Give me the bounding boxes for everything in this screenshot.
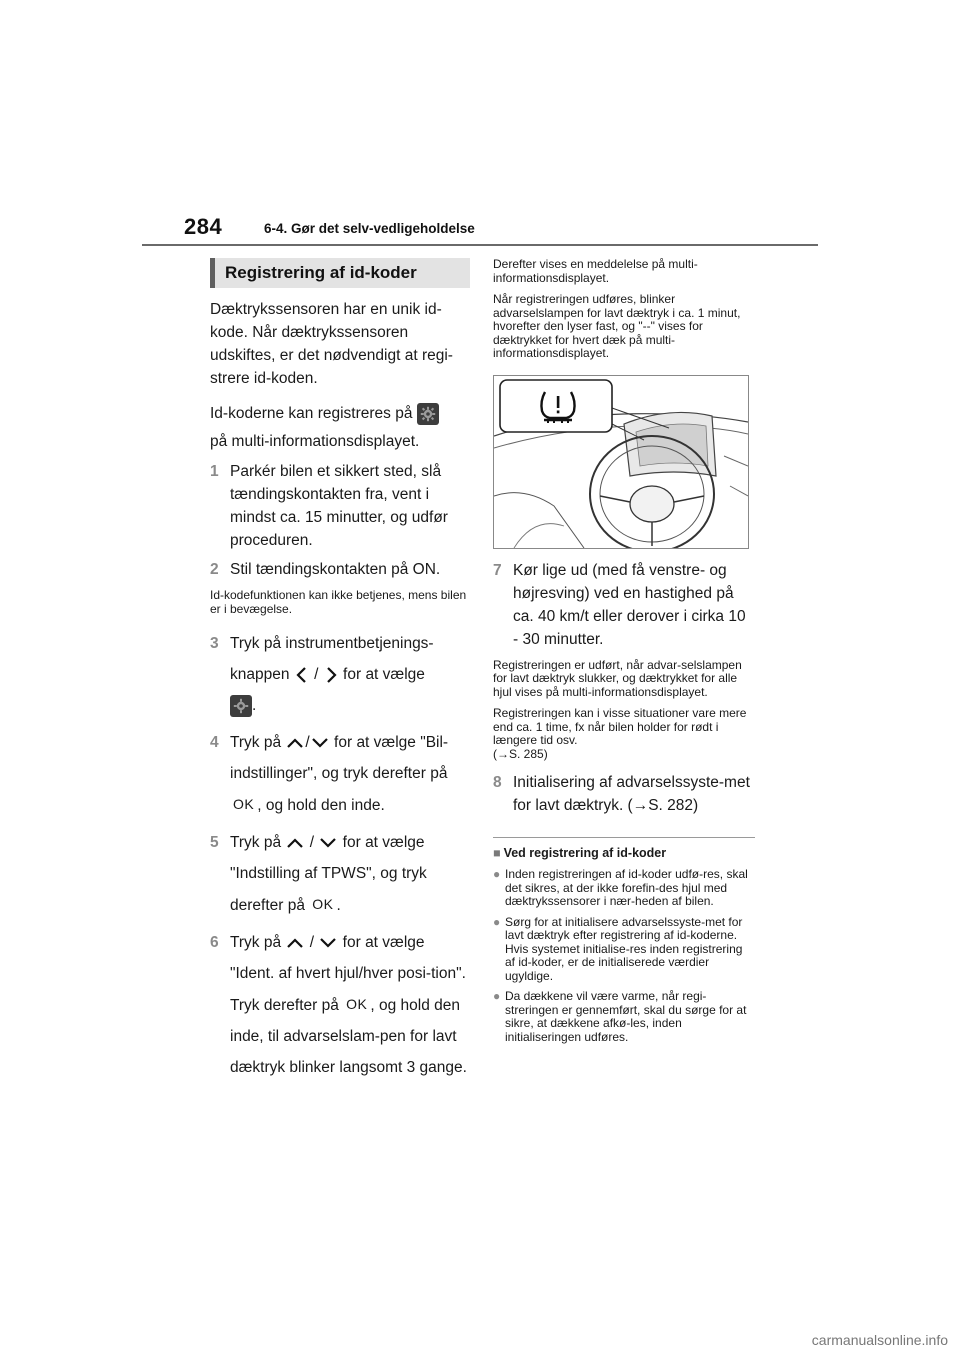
section-heading-text: Registrering af id-koder [225,263,417,282]
note-text: Sørg for at initialisere advarselssyste-met for lavt dæktryk efter registrering af id-koderne. Hvis systemet initialise-res inden registrering af id-koder, er de initialiserede værdier ugyldige. [505,914,743,983]
paragraph-completed: Registreringen er udført, når advar-selslampen for lavt dæktryk slukker, og dæktrykket for alle hjul vises på multi-informationsdisplayet. [493,657,742,699]
notes-title: ■ Ved registrering af id-koder [493,846,667,860]
dashboard-illustration [493,375,749,549]
note-bullet [493,990,755,1044]
settings-gear-icon [230,695,252,717]
intro-paragraph: Dæktrykssensoren har en unik id-kode. Når dæktrykssensoren udskiftes, er det nødvendigt at regi-strere id-koden. [210,301,453,387]
note-bullet [493,868,755,909]
chevron-right-icon [323,665,339,685]
step-number: 6 [210,934,219,951]
chevron-down-icon [318,936,338,950]
step-2-note: Id-kodefunktionen kan ikke betjenes, mens bilen er i bevægelse. [210,588,467,616]
chevron-up-icon [285,936,305,950]
chevron-left-icon [294,665,310,685]
step-number: 8 [493,774,502,791]
ok-button-glyph: OK [233,796,255,812]
ok-button-glyph: OK [346,996,368,1012]
chevron-down-icon [318,836,338,850]
step-8 [493,771,755,817]
step-2 [210,558,470,581]
paragraph-message: Derefter vises en meddelelse på multi-informationsdisplayet. [493,257,698,285]
step-text: Kør lige ud (med få venstre- og højresving) ved en hastighed på ca. 40 km/t eller derover i cirka 10 - 30 minutter. [513,561,746,648]
intro-paragraph-2: Id-koderne kan registreres på på multi-informationsdisplayet. [210,400,470,456]
step-number: 1 [210,463,219,480]
header-divider [142,244,818,246]
tire-pressure-warning-icon [534,386,582,426]
step-6: 6 Tryk på / for at vælge "Ident. af hvert hjul/hver posi-tion". Tryk derefter på OK , og hold den inde, til advarselslam-pen for lavt dæktryk blinker langsomt 3 gange. [210,927,470,1083]
right-column [493,258,755,1051]
section-heading [210,258,470,288]
bullet-marker: ● [493,914,501,929]
step-number: 3 [210,635,219,652]
left-column [210,258,470,1089]
chevron-up-icon [285,836,305,850]
step-4: 4 Tryk på / for at vælge "Bil-indstillinger", og tryk derefter på OK , og hold den inde. [210,727,470,821]
paragraph-blinking: Når registreringen udføres, blinker advarselslampen for lavt dæktryk i ca. 1 minut, hvorefter den lyser fast, og "--" vises for dæktrykket for hvert dæk på multi-informationsdisplayet. [493,292,741,360]
step-3: 3 Tryk på instrumentbetjenings-knappen / for at vælge . [210,628,470,721]
bullet-marker: ● [493,867,501,881]
notes-marker: ■ [493,846,501,860]
note-text: Da dækkene vil være varme, når regi-streringen er gennemført, skal du sørge for at sikre, at dækkene afkø-les, inden initialiseringen udføres. [505,989,747,1044]
step-7 [493,559,755,651]
watermark: carmanualsonline.info [811,1332,948,1348]
settings-gear-icon [417,403,439,425]
step-1 [210,460,470,552]
note-text: Inden registreringen af id-koder udfø-res, skal det sikres, at der ikke forefin-des hjul med dæktrykssensorer i nær-heden af bilen. [505,867,748,908]
step-number: 5 [210,834,219,851]
step-text: Stil tændingskontakten på ON. [230,561,441,578]
chevron-down-icon [310,736,330,750]
step-number: 4 [210,734,219,751]
notes-divider [493,837,755,838]
step-text: Parkér bilen et sikkert sted, slå tændingskontakten fra, vent i mindst ca. 15 minutter, og udfør proceduren. [230,463,448,549]
page-number: 284 [184,214,223,239]
page-reference: (→S. 285) [493,746,548,761]
ok-button-glyph: OK [312,896,334,912]
chevron-up-icon [285,736,305,750]
note-bullet [493,916,755,984]
paragraph-duration: Registreringen kan i visse situationer vare mere end ca. 1 time, fx når bilen holder for rødt i længere tid osv. (→S. 285) [493,706,747,761]
step-number: 2 [210,561,219,578]
step-5: 5 Tryk på / for at vælge "Indstilling af TPWS", og tryk derefter på OK . [210,827,470,921]
step-number: 7 [493,561,502,579]
section-title: 6-4. Gør det selv-vedligeholdelse [264,221,475,236]
bullet-marker: ● [493,989,501,1003]
step-text: Initialisering af advarselssyste-met for lavt dæktryk. (→S. 282) [513,774,750,814]
